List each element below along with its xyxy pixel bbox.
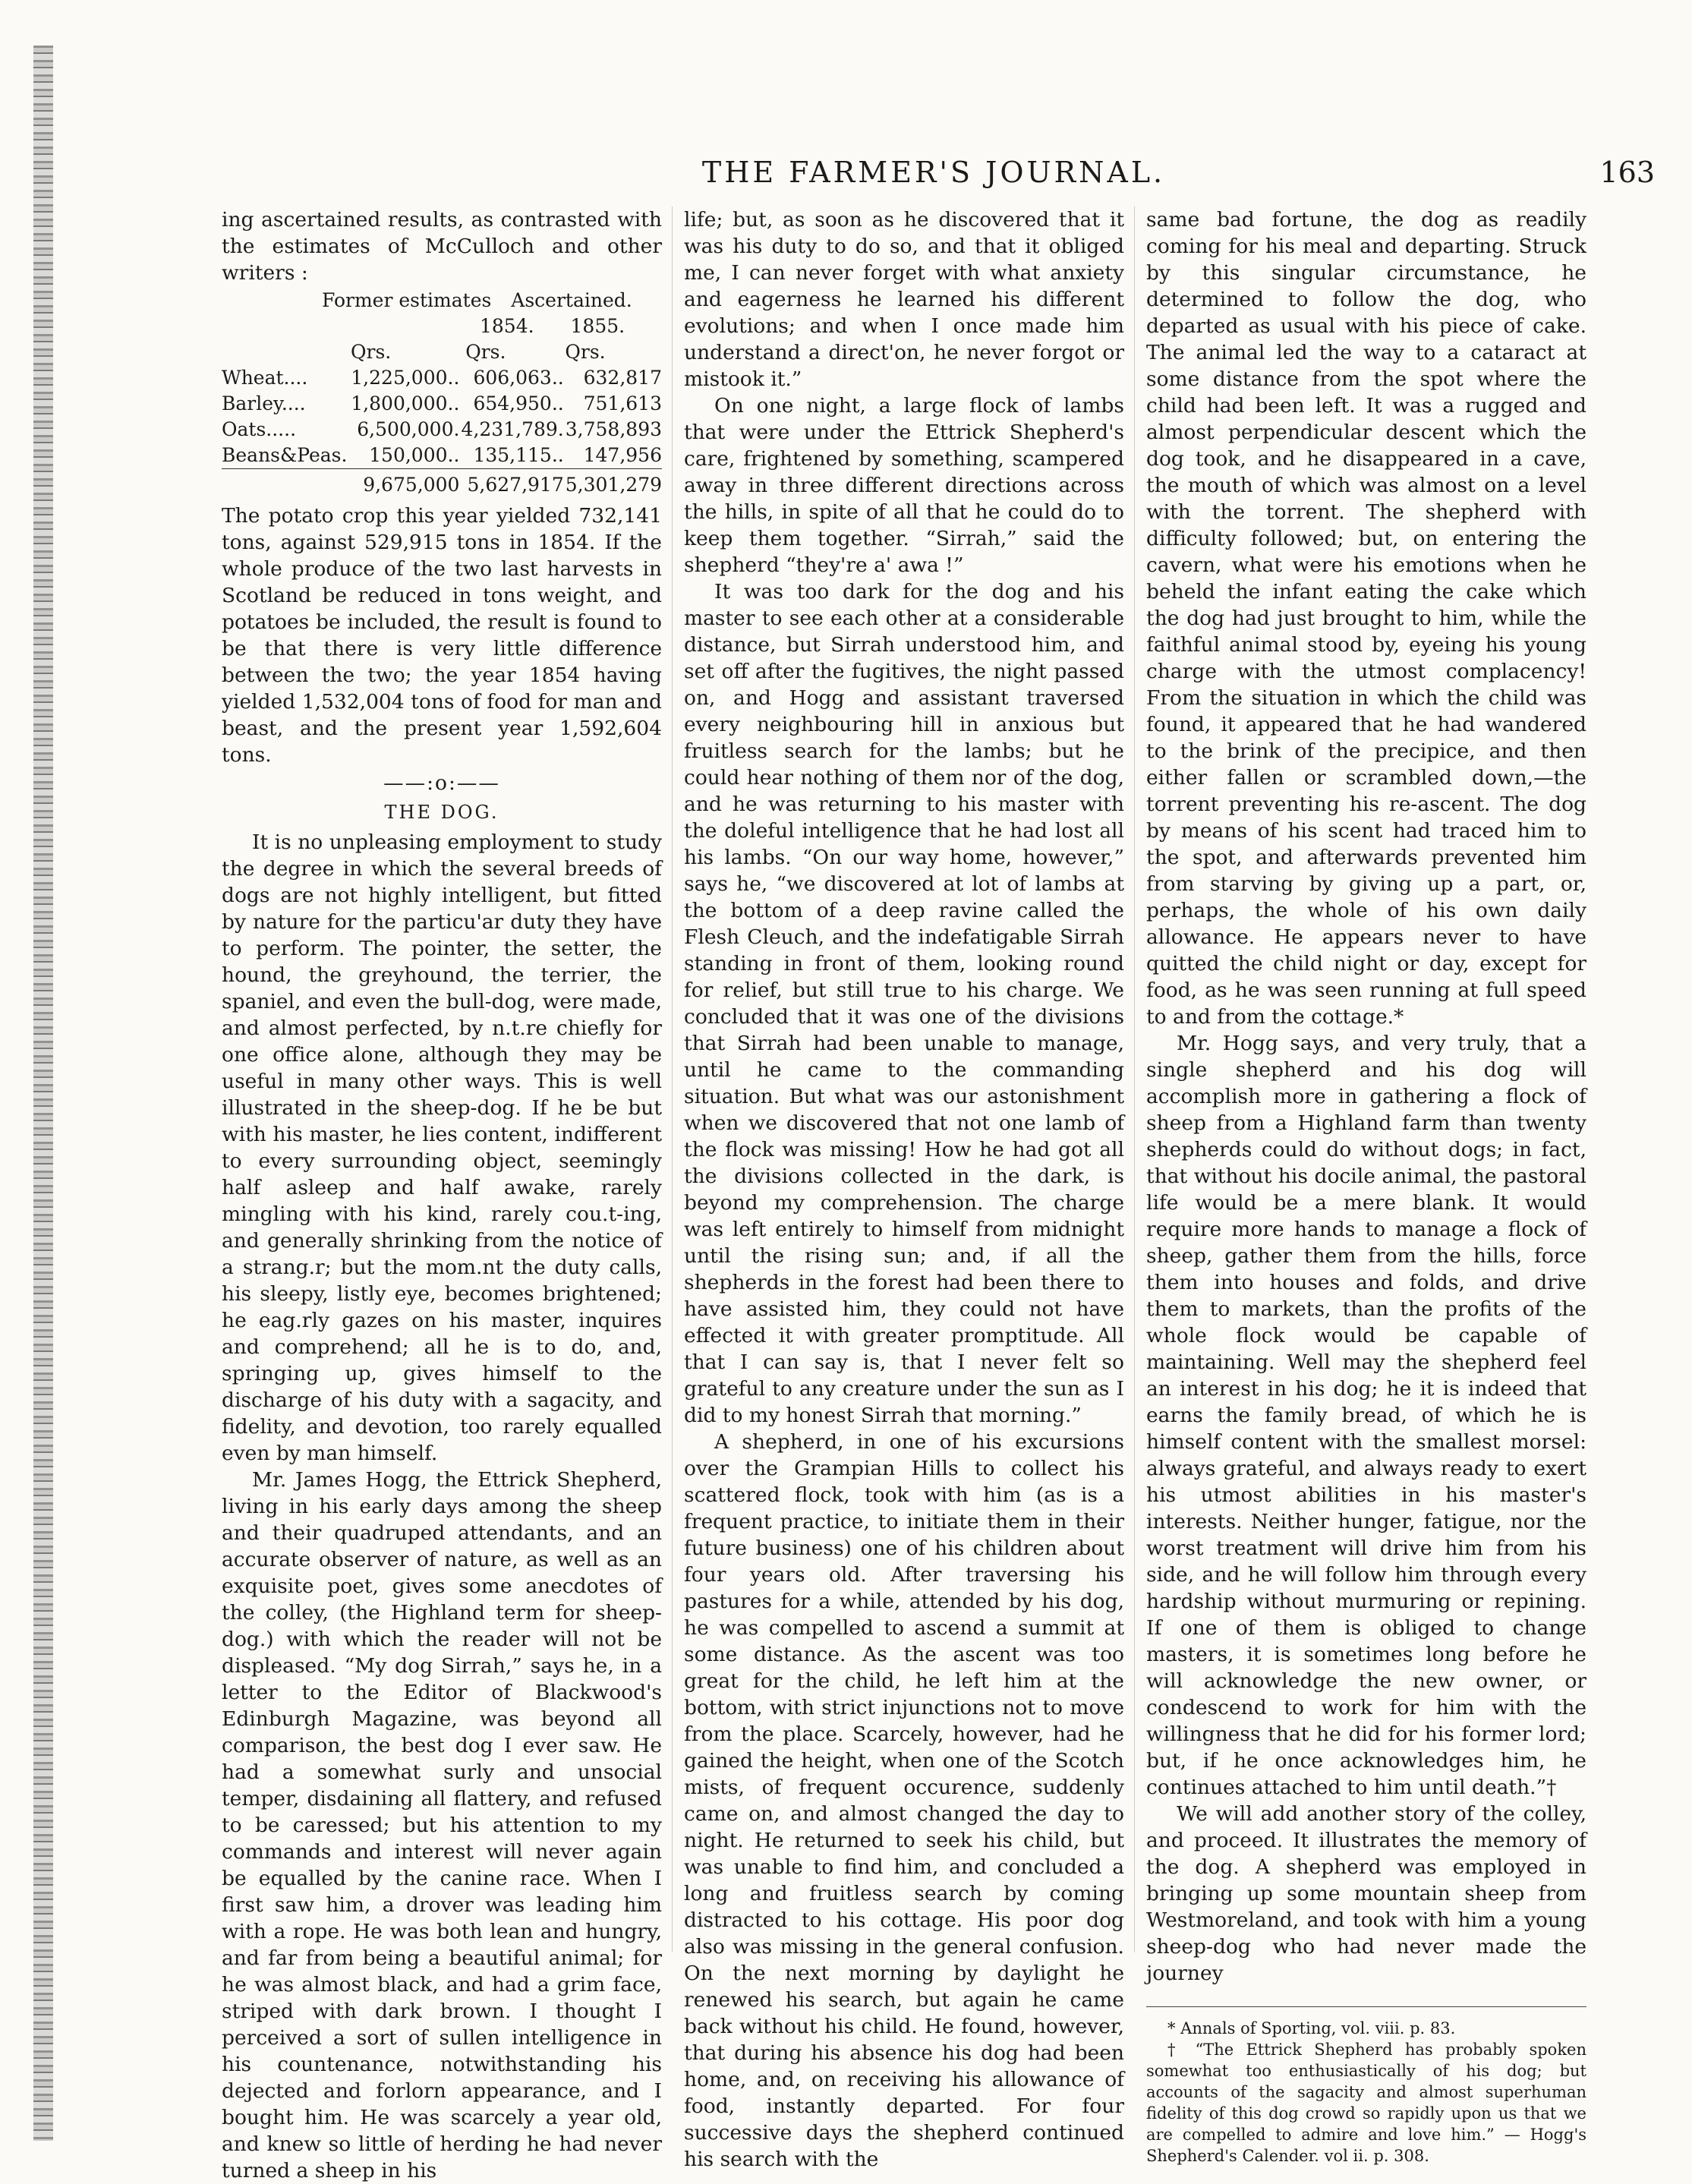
- former-estimates-label: Former estimates: [322, 289, 492, 311]
- stats-table: [222, 365, 662, 498]
- section-title: THE DOG.: [384, 802, 499, 823]
- total-former: 9,675,000: [349, 469, 459, 499]
- article-paragraph: It is no unpleasing employment to study the degree in which the several breeds of dogs are not highly intelligent, but fitted by nature for the particu'ar duty they have to perform. The pointer, the setter, the hound, the greyhound, the terrier, the spaniel, and even the bull-dog, were made, and almost perfected, by n.t.re chiefly for one office alone, although they may be useful in many other ways. This is well illustrated in the sheep-dog. If he be but with his master, he lies content, indifferent to every surrounding object, seemingly half asleep and half awake, rarely mingling with his kind, rarely cou.t-ing, and generally shrinking from the notice of a strang.r; but the mom.nt the duty calls, his sleepy, listly eye, becomes brightened; he eag.rly gazes on his master, inquires and comprehend; all he is to do, and, springing up, gives himself to the discharge of his duty with a sagacity, and fidelity, and devotion, too rarely equalled even by man himself.: [222, 830, 662, 1465]
- former-value: 1,225,000..: [351, 367, 460, 389]
- former-value: 1,800,000..: [351, 392, 460, 414]
- crop-name: Oats.....: [222, 418, 297, 440]
- value-1854: 135,115..: [473, 444, 564, 466]
- footnote: * Annals of Sporting, vol. viii. p. 83.: [1167, 2019, 1456, 2037]
- article-paragraph: On one night, a large flock of lambs that were under the Ettrick Shepherd's care, frightened by something, scampered away in three different directions across the hills, in spite of all that he could do to keep them together. “Sirrah,” said the shepherd “they're a' awa !”: [684, 394, 1124, 577]
- table-row: [222, 365, 662, 391]
- footnotes: [1146, 2006, 1586, 2167]
- year-1855-label: 1855.: [570, 315, 625, 337]
- value-1854: 606,063..: [473, 367, 564, 389]
- crop-name: Wheat....: [222, 367, 308, 389]
- former-value: 6,500,000.: [357, 418, 460, 440]
- value-1855: 632,817: [583, 367, 662, 389]
- book-spine-shadow: [33, 46, 53, 2141]
- page-header: [213, 156, 1655, 201]
- ascertained-label: Ascertained.: [511, 289, 632, 311]
- crop-name: Barley....: [222, 392, 306, 414]
- potato-paragraph: The potato crop this year yielded 732,141 tons, against 529,915 tons in 1854. If the whole produce of the two last harvests in Scotland be reduced in tons weight, and potatoes be included, the result is found to be that there is very little difference between the two; the year 1854 having yielded 1,532,004 tons of food for man and beast, and the present year 1,592,604 tons.: [222, 504, 662, 767]
- table-total-row: [222, 469, 662, 499]
- crop-name: Beans&Peas.: [222, 444, 348, 466]
- unit-label: Qrs.: [565, 341, 606, 363]
- article-paragraph: We will add another story of the colley, and proceed. It illustrates the memory of the dog. A shepherd was employed in bringing up some mountain sheep from Westmoreland, and took with him a young sheep-dog who had never made the journey: [1146, 1802, 1586, 1985]
- unit-label: Qrs.: [351, 341, 392, 363]
- article-paragraph: Mr. Hogg says, and very truly, that a single shepherd and his dog will accomplish more in gathering a flock of sheep from a Highland farm than twenty shepherds could do without dogs; in fact, that without his docile animal, the pastoral life would be a mere blank. It would require more hands to manage a flock of sheep, gather them from the hills, force them into houses and folds, and drive them to markets, than the profits of the whole flock would be capable of maintaining. Well may the shepherd feel an interest in his dog; he it is indeed that earns the family bread, of which he is himself content with the smallest morsel: always grateful, and always ready to exert his utmost abilities in his master's interests. Neither hunger, fatigue, nor the worst treatment will drive him from his side, and he will follow him through every hardship without murmuring or repining. If one of them is obliged to change masters, it is sometimes long before he will acknowledge the new owner, or condescend to work for him with the willingness that he did for his former lord; but, if he once acknowledges him, he continues attached to him until death.”†: [1146, 1032, 1586, 1799]
- value-1855: 751,613: [583, 392, 662, 414]
- column-2: [684, 206, 1124, 2173]
- column-1: [222, 206, 662, 2184]
- lead-in-text: ing ascertained results, as contrasted with the estimates of McCulloch and other writers :: [222, 208, 662, 285]
- article-paragraph: It was too dark for the dog and his master to see each other at a considerable distance, but Sirrah understood him, and set off after the fugitives, the night passed on, and Hogg and assistant traversed every neighbouring hill in anxious but fruitless search for the lambs; but he could hear nothing of them nor of the dog, and he was returning to his master with the doleful intelligence that he had lost all his lambs. “On our way home, however,” says he, “we discovered at lot of lambs at the bottom of a deep ravine called the Flesh Cleuch, and the indefatigable Sirrah standing in front of them, looking round for relief, but still true to his charge. We concluded that it was one of the divisions that Sirrah had been unable to manage, until he came to the commanding situation. But what was our astonishment when we discovered that not one lamb of the flock was missing! How he had got all the divisions collected in the dark, is beyond my comprehension. The charge was left entirely to himself from midnight until the rising sun; and, if all the shepherds in the forest had been there to have assisted him, they could not have effected it with greater promptitude. All that I can say is, that I never felt so grateful to any creature under the sun as I did to my honest Sirrah that morning.”: [684, 580, 1124, 1427]
- former-value: 150,000..: [369, 444, 460, 466]
- article-paragraph: A shepherd, in one of his excursions over the Grampian Hills to collect his scattered flock, took with him (as is a frequent practice, to initiate them in their future business) one of his children about four years old. After traversing his pastures for a while, attended by his dog, he was compelled to ascend a summit at some distance. As the ascent was too great for the child, he left him at the bottom, with strict injunctions not to move from the place. Scarcely, however, had he gained the height, when one of the Scotch mists, of frequent occurence, suddenly came on, and almost changed the day to night. He returned to seek his child, but was unable to find him, and concluded a long and fruitless search by coming distracted to his cottage. His poor dog also was missing in the general confusion. On the next morning by daylight he renewed his search, but again he came back without his child. He found, however, that during his absence his dog had been home, and, on receiving his allowance of food, instantly departed. For four successive days the shepherd continued his search with the: [684, 1430, 1124, 2171]
- year-1854-label: 1854.: [480, 315, 534, 337]
- page-number: 163: [1599, 156, 1655, 189]
- table-row: [222, 417, 662, 443]
- column-divider: [672, 206, 673, 1952]
- column-divider: [1134, 206, 1135, 1952]
- value-1854: 4,231,789.: [461, 418, 564, 440]
- total-1855: 5,301,279: [564, 469, 662, 499]
- stats-units-row: [222, 339, 662, 365]
- running-title: THE FARMER'S JOURNAL.: [701, 156, 1166, 189]
- value-1854: 654,950..: [473, 392, 564, 414]
- section-ornament: ——:o:——: [383, 771, 500, 795]
- article-paragraph: same bad fortune, the dog as readily coming for his meal and departing. Struck by this singular circumstance, he determined to follow the dog, who departed as usual with his piece of cake. The animal led the way to a cataract at some distance from the spot where the child had been left. It was a rugged and almost perpendicular descent which the dog took, and he disappeared in a cave, the mouth of which was almost on a level with the torrent. The shepherd with difficulty followed; but, on entering the cavern, what were his emotions when he beheld the infant eating the cake which the dog had just brought to him, while the faithful animal stood by, eyeing his young charge with the utmost complacency! From the situation in which the child was found, it appeared that he had wandered to the brink of the precipice, and then either fallen or scrambled down,—the torrent preventing his re-ascent. The dog by means of his scent had traced him to the spot, and afterwards prevented him from starving by giving up a part, or, perhaps, the whole of his own daily allowance. He appears never to have quitted the child night or day, except for food, as he was seen running at full speed to and from the cottage.*: [1146, 208, 1586, 1029]
- unit-label: Qrs.: [465, 341, 506, 363]
- table-row: [222, 391, 662, 417]
- value-1855: 147,956: [583, 444, 662, 466]
- footnote: † “The Ettrick Shepherd has probably spoken somewhat too enthusiastically of his dog; but accounts of the sagacity and almost superhuman fidelity of this dog crowd so rapidly upon us that we are compelled to admire and love him.” — Hogg's Shepherd's Calender. vol ii. p. 308.: [1146, 2041, 1586, 2165]
- total-1854: 5,627,917: [459, 469, 563, 499]
- stats-years-row: [222, 314, 662, 339]
- article-paragraph: life; but, as soon as he discovered that it was his duty to do so, and that it obliged me, I can never forget with what anxiety and eagerness he learned his different evolutions; and when I once made him understand a direct'on, he never forgot or mistook it.”: [684, 208, 1124, 391]
- stats-caption-row: [222, 288, 662, 314]
- table-row: [222, 443, 662, 469]
- harvest-statistics-table: [222, 288, 662, 498]
- column-3: [1146, 206, 1586, 2167]
- value-1855: 3,758,893: [565, 418, 662, 440]
- article-paragraph: Mr. James Hogg, the Ettrick Shepherd, living in his early days among the sheep and their quadruped attendants, and an accurate observer of nature, as well as an exquisite poet, gives some anecdotes of the colley, (the Highland term for sheep-dog.) with which the reader will not be displeased. “My dog Sirrah,” says he, in a letter to the Editor of Blackwood's Edinburgh Magazine, was beyond all comparison, the best dog I ever saw. He had a somewhat surly and unsocial temper, disdaining all flattery, and refused to be caressed; but his attention to my commands and interest will never again be equalled by the canine race. When I first saw him, a drover was leading him with a rope. He was both lean and hungry, and far from being a beautiful animal; for he was almost black, and had a grim face, striped with dark brown. I thought I perceived a sort of sullen intelligence in his countenance, notwithstanding his dejected and forlorn appearance, and I bought him. He was scarcely a year old, and knew so little of herding he had never turned a sheep in his: [222, 1468, 662, 2182]
